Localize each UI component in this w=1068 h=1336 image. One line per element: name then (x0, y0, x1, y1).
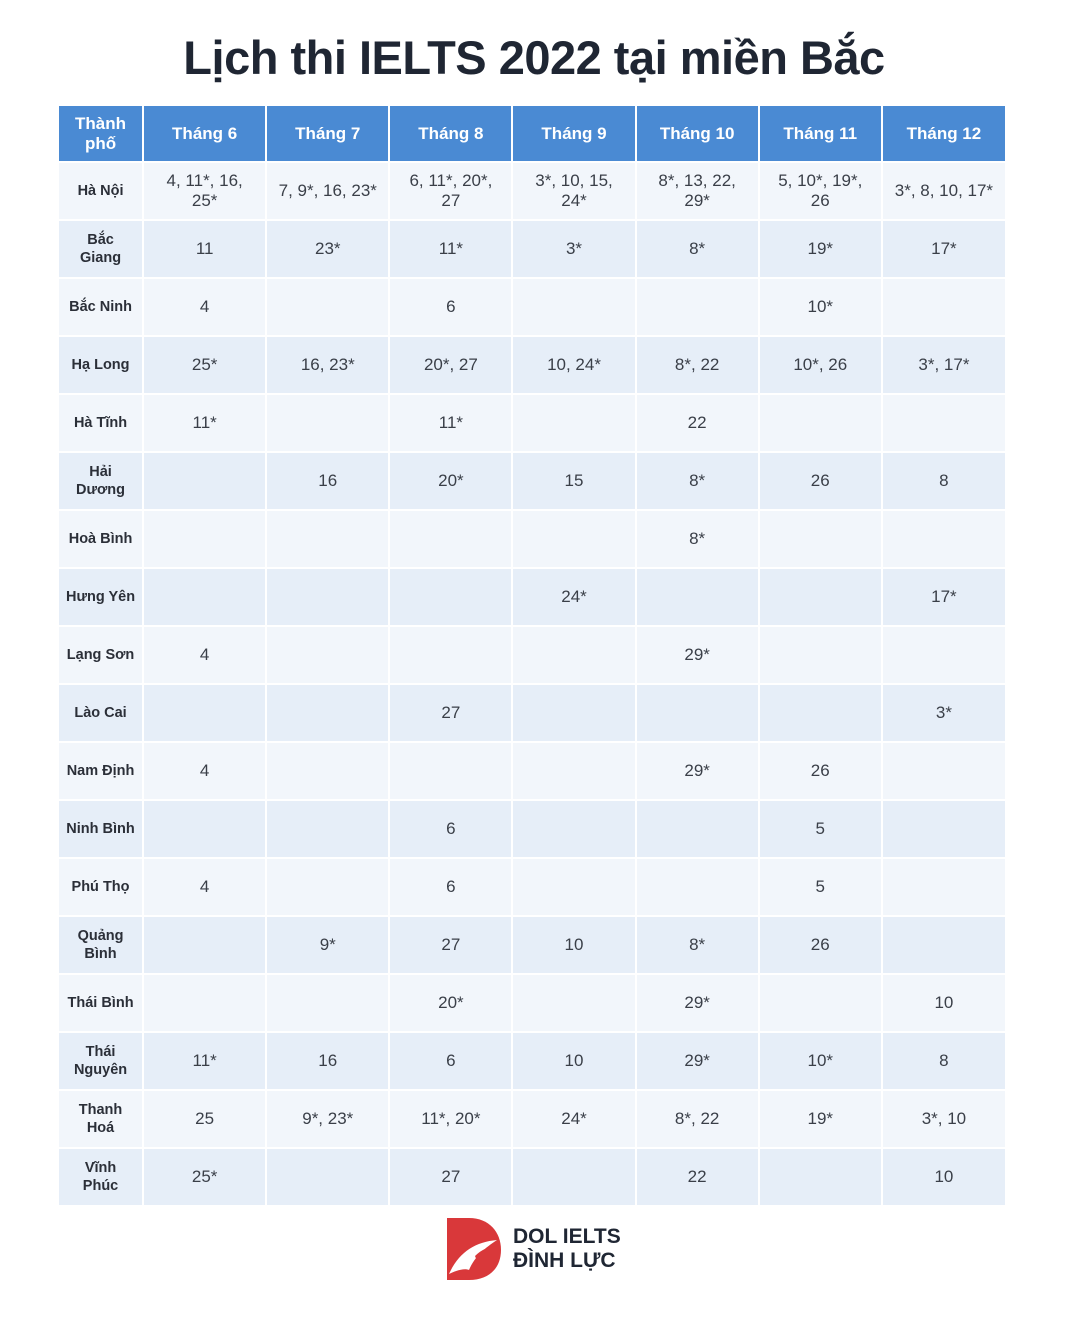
city-name: Hà Nội (77, 183, 124, 199)
exam-dates: 27 (441, 1167, 461, 1186)
exam-dates: 6 (446, 819, 456, 838)
date-cell (143, 742, 266, 800)
table-row (59, 858, 1005, 916)
date-cell (389, 916, 512, 974)
date-cell (882, 684, 1005, 742)
city-name: Bắc Giang (79, 232, 122, 266)
date-cell (759, 394, 882, 452)
date-cell (389, 626, 512, 684)
exam-dates: 27 (441, 935, 461, 954)
exam-dates: 24* (561, 587, 587, 606)
table-row (59, 220, 1005, 278)
table-row (59, 394, 1005, 452)
city-name: Lào Cai (74, 705, 127, 721)
date-cell (636, 974, 759, 1032)
exam-dates: 8*, 22 (674, 355, 720, 374)
date-cell (389, 684, 512, 742)
date-cell (512, 974, 635, 1032)
date-cell (512, 162, 635, 220)
exam-dates: 20*, 27 (423, 355, 478, 374)
exam-dates: 8*, 22 (674, 1109, 720, 1128)
date-cell (266, 220, 389, 278)
table-row (59, 742, 1005, 800)
exam-dates: 5, 10*, 19*, 26 (778, 171, 863, 210)
date-cell (759, 684, 882, 742)
exam-dates: 4 (199, 645, 210, 664)
date-cell (636, 1148, 759, 1205)
exam-dates: 29* (684, 993, 710, 1012)
column-header-month: Tháng 8 (389, 106, 512, 162)
page-title: Lịch thi IELTS 2022 tại miền Bắc (183, 31, 885, 84)
exam-dates: 29* (684, 761, 710, 780)
date-cell (266, 510, 389, 568)
city-cell (59, 220, 143, 278)
date-cell (882, 916, 1005, 974)
exam-dates: 11* (438, 413, 464, 432)
date-cell (636, 510, 759, 568)
date-cell (266, 162, 389, 220)
exam-dates: 11 (195, 239, 214, 258)
exam-dates: 22 (687, 1167, 707, 1186)
exam-dates: 6 (446, 297, 456, 316)
date-cell (266, 1032, 389, 1090)
date-cell (636, 800, 759, 858)
date-cell (266, 278, 389, 336)
city-name: Hạ Long (71, 357, 130, 373)
date-cell (512, 800, 635, 858)
date-cell (143, 278, 266, 336)
city-cell (59, 510, 143, 568)
city-cell (59, 742, 143, 800)
table-row (59, 974, 1005, 1032)
exam-dates: 25 (195, 1109, 215, 1128)
exam-dates: 26 (810, 935, 830, 954)
date-cell (143, 336, 266, 394)
date-cell (759, 568, 882, 626)
date-cell (389, 162, 512, 220)
exam-dates: 8 (939, 471, 949, 490)
column-header-month: Tháng 9 (512, 106, 635, 162)
city-cell (59, 974, 143, 1032)
date-cell (143, 1032, 266, 1090)
date-cell (759, 162, 882, 220)
date-cell (389, 1032, 512, 1090)
date-cell (266, 916, 389, 974)
table-body (59, 162, 1005, 1205)
exam-dates: 16, 23* (300, 355, 355, 374)
date-cell (143, 800, 266, 858)
date-cell (389, 1148, 512, 1205)
city-name: Hà Tĩnh (73, 415, 128, 431)
city-cell (59, 684, 143, 742)
exam-dates: 10 (934, 993, 954, 1012)
date-cell (389, 278, 512, 336)
date-cell (636, 858, 759, 916)
city-name: Vĩnh Phúc (82, 1160, 119, 1194)
exam-dates: 9*, 23* (302, 1109, 354, 1128)
column-header-city: Thành phố (59, 106, 143, 162)
date-cell (759, 1032, 882, 1090)
date-cell (636, 1090, 759, 1148)
date-cell (882, 220, 1005, 278)
exam-dates: 25* (191, 1167, 218, 1186)
exam-dates: 4 (199, 877, 210, 896)
exam-dates: 11* (192, 413, 217, 432)
exam-dates: 10, 24* (547, 355, 601, 374)
date-cell (882, 162, 1005, 220)
date-cell (882, 336, 1005, 394)
exam-schedule-table (59, 106, 1005, 1205)
exam-dates: 11* (192, 1051, 217, 1070)
table-header-row (59, 106, 1005, 162)
date-cell (266, 974, 389, 1032)
exam-dates: 10* (807, 1051, 834, 1070)
date-cell (143, 974, 266, 1032)
date-cell (882, 1148, 1005, 1205)
city-name: Nam Định (66, 763, 135, 779)
date-cell (512, 278, 635, 336)
date-cell (759, 742, 882, 800)
city-name: Quảng Bình (77, 928, 124, 962)
exam-dates: 3*, 10, 15, 24* (535, 171, 613, 210)
date-cell (143, 858, 266, 916)
exam-dates: 6 (446, 877, 456, 896)
date-cell (636, 742, 759, 800)
exam-dates: 3*, 8, 10, 17* (894, 181, 994, 200)
date-cell (512, 1032, 635, 1090)
table-row (59, 626, 1005, 684)
exam-dates: 17* (931, 239, 957, 258)
table-row (59, 1148, 1005, 1205)
date-cell (882, 1032, 1005, 1090)
date-cell (759, 1148, 882, 1205)
date-cell (512, 1090, 635, 1148)
city-name: Hưng Yên (66, 589, 136, 605)
date-cell (266, 394, 389, 452)
exam-dates: 7, 9*, 16, 23* (278, 181, 377, 200)
table-row (59, 916, 1005, 974)
date-cell (882, 452, 1005, 510)
date-cell (266, 626, 389, 684)
date-cell (759, 510, 882, 568)
city-cell (59, 1090, 143, 1148)
column-header-month: Tháng 12 (882, 106, 1005, 162)
city-name: Phú Thọ (71, 879, 130, 895)
column-header-month: Tháng 10 (636, 106, 759, 162)
date-cell (266, 568, 389, 626)
city-cell (59, 800, 143, 858)
date-cell (512, 858, 635, 916)
city-cell (59, 336, 143, 394)
city-cell (59, 1032, 143, 1090)
date-cell (882, 568, 1005, 626)
date-cell (512, 394, 635, 452)
date-cell (266, 742, 389, 800)
exam-dates: 27 (441, 703, 461, 722)
date-cell (389, 220, 512, 278)
exam-dates: 22 (687, 413, 707, 432)
date-cell (512, 336, 635, 394)
date-cell (882, 278, 1005, 336)
exam-dates: 10 (564, 1051, 584, 1070)
date-cell (389, 394, 512, 452)
city-cell (59, 1148, 143, 1205)
city-name: Bắc Ninh (69, 299, 132, 315)
brand-logo (445, 1216, 621, 1282)
city-cell (59, 452, 143, 510)
exam-dates: 16 (318, 1051, 338, 1070)
date-cell (512, 568, 635, 626)
date-cell (512, 742, 635, 800)
exam-dates: 4, 11*, 16, 25* (166, 171, 243, 210)
exam-dates: 19* (807, 1109, 834, 1128)
date-cell (266, 800, 389, 858)
date-cell (143, 568, 266, 626)
date-cell (759, 336, 882, 394)
date-cell (636, 278, 759, 336)
exam-dates: 3*, 17* (918, 355, 970, 374)
date-cell (389, 974, 512, 1032)
date-cell (512, 510, 635, 568)
date-cell (143, 394, 266, 452)
date-cell (636, 394, 759, 452)
date-cell (512, 684, 635, 742)
date-cell (759, 974, 882, 1032)
date-cell (636, 568, 759, 626)
city-name: Hoà Bình (68, 531, 133, 547)
date-cell (512, 220, 635, 278)
date-cell (636, 336, 759, 394)
date-cell (389, 510, 512, 568)
city-name: Hải Dương (76, 464, 126, 498)
date-cell (389, 742, 512, 800)
date-cell (759, 452, 882, 510)
table-row (59, 1032, 1005, 1090)
exam-dates: 8* (689, 239, 706, 258)
date-cell (882, 1090, 1005, 1148)
date-cell (512, 626, 635, 684)
table-row (59, 800, 1005, 858)
exam-dates: 8* (689, 471, 706, 490)
exam-dates: 15 (564, 471, 584, 490)
date-cell (389, 1090, 512, 1148)
exam-dates: 4 (199, 761, 210, 780)
exam-dates: 25* (191, 355, 218, 374)
date-cell (266, 1090, 389, 1148)
date-cell (882, 742, 1005, 800)
date-cell (143, 220, 266, 278)
date-cell (882, 626, 1005, 684)
dol-logo-icon (445, 1216, 503, 1282)
table-row (59, 684, 1005, 742)
city-cell (59, 626, 143, 684)
date-cell (759, 626, 882, 684)
date-cell (266, 1148, 389, 1205)
date-cell (389, 800, 512, 858)
exam-dates: 10*, 26 (793, 355, 848, 374)
column-header-month: Tháng 6 (143, 106, 266, 162)
city-name: Lạng Sơn (66, 647, 135, 663)
exam-dates: 17* (931, 587, 957, 606)
exam-dates: 11* (438, 239, 464, 258)
brand-line-2: ĐÌNH LỰC (513, 1249, 616, 1272)
exam-dates: 3* (935, 703, 952, 722)
date-cell (143, 1148, 266, 1205)
city-cell (59, 394, 143, 452)
date-cell (389, 568, 512, 626)
exam-dates: 4 (199, 297, 210, 316)
date-cell (759, 858, 882, 916)
exam-dates: 8*, 13, 22, 29* (658, 171, 736, 210)
date-cell (143, 162, 266, 220)
city-name: Thái Nguyên (73, 1044, 128, 1078)
date-cell (512, 1148, 635, 1205)
exam-dates: 8* (689, 529, 706, 548)
table-row (59, 162, 1005, 220)
exam-dates: 29* (684, 1051, 710, 1070)
city-cell (59, 858, 143, 916)
date-cell (143, 684, 266, 742)
exam-dates: 11*, 20* (421, 1109, 481, 1128)
exam-dates: 16 (318, 471, 338, 490)
date-cell (266, 684, 389, 742)
date-cell (143, 510, 266, 568)
date-cell (759, 916, 882, 974)
exam-dates: 3* (565, 239, 583, 258)
date-cell (882, 394, 1005, 452)
date-cell (143, 916, 266, 974)
date-cell (882, 510, 1005, 568)
date-cell (636, 1032, 759, 1090)
date-cell (512, 916, 635, 974)
exam-dates: 19* (807, 239, 834, 258)
date-cell (636, 220, 759, 278)
brand-name (513, 1225, 621, 1273)
table-row (59, 452, 1005, 510)
date-cell (882, 858, 1005, 916)
date-cell (636, 452, 759, 510)
exam-dates: 23* (315, 239, 341, 258)
date-cell (882, 800, 1005, 858)
exam-dates: 29* (684, 645, 710, 664)
date-cell (759, 220, 882, 278)
column-header-month: Tháng 7 (266, 106, 389, 162)
exam-dates: 8* (689, 935, 706, 954)
date-cell (636, 162, 759, 220)
exam-dates: 24* (561, 1109, 587, 1128)
exam-dates: 26 (810, 471, 830, 490)
date-cell (636, 916, 759, 974)
exam-dates: 6, 11*, 20*, 27 (409, 171, 493, 210)
exam-dates: 3*, 10 (921, 1109, 967, 1128)
column-header-month: Tháng 11 (759, 106, 882, 162)
exam-dates: 6 (446, 1051, 456, 1070)
date-cell (636, 684, 759, 742)
city-cell (59, 568, 143, 626)
date-cell (636, 626, 759, 684)
exam-dates: 9* (319, 935, 336, 954)
date-cell (512, 452, 635, 510)
date-cell (266, 858, 389, 916)
city-name: Ninh Bình (66, 821, 135, 837)
table-row (59, 510, 1005, 568)
exam-dates: 10 (934, 1167, 954, 1186)
date-cell (882, 974, 1005, 1032)
table-row (59, 336, 1005, 394)
date-cell (143, 1090, 266, 1148)
exam-dates: 5 (815, 819, 825, 838)
date-cell (389, 336, 512, 394)
date-cell (389, 452, 512, 510)
table-row (59, 568, 1005, 626)
date-cell (266, 336, 389, 394)
date-cell (143, 626, 266, 684)
table-row (59, 1090, 1005, 1148)
city-cell (59, 278, 143, 336)
date-cell (759, 800, 882, 858)
date-cell (143, 452, 266, 510)
date-cell (266, 452, 389, 510)
exam-dates: 10 (564, 935, 584, 954)
exam-dates: 8 (939, 1051, 949, 1070)
city-cell (59, 916, 143, 974)
city-name: Thái Bình (67, 995, 134, 1011)
exam-dates: 5 (815, 877, 825, 896)
brand-line-1: DOL IELTS (513, 1225, 621, 1248)
city-name: Thanh Hoá (78, 1102, 123, 1136)
date-cell (389, 858, 512, 916)
date-cell (759, 278, 882, 336)
exam-dates: 10* (807, 297, 834, 316)
exam-dates: 20* (438, 993, 464, 1012)
date-cell (759, 1090, 882, 1148)
table-row (59, 278, 1005, 336)
exam-dates: 26 (810, 761, 830, 780)
exam-dates: 20* (438, 471, 464, 490)
city-cell (59, 162, 143, 220)
